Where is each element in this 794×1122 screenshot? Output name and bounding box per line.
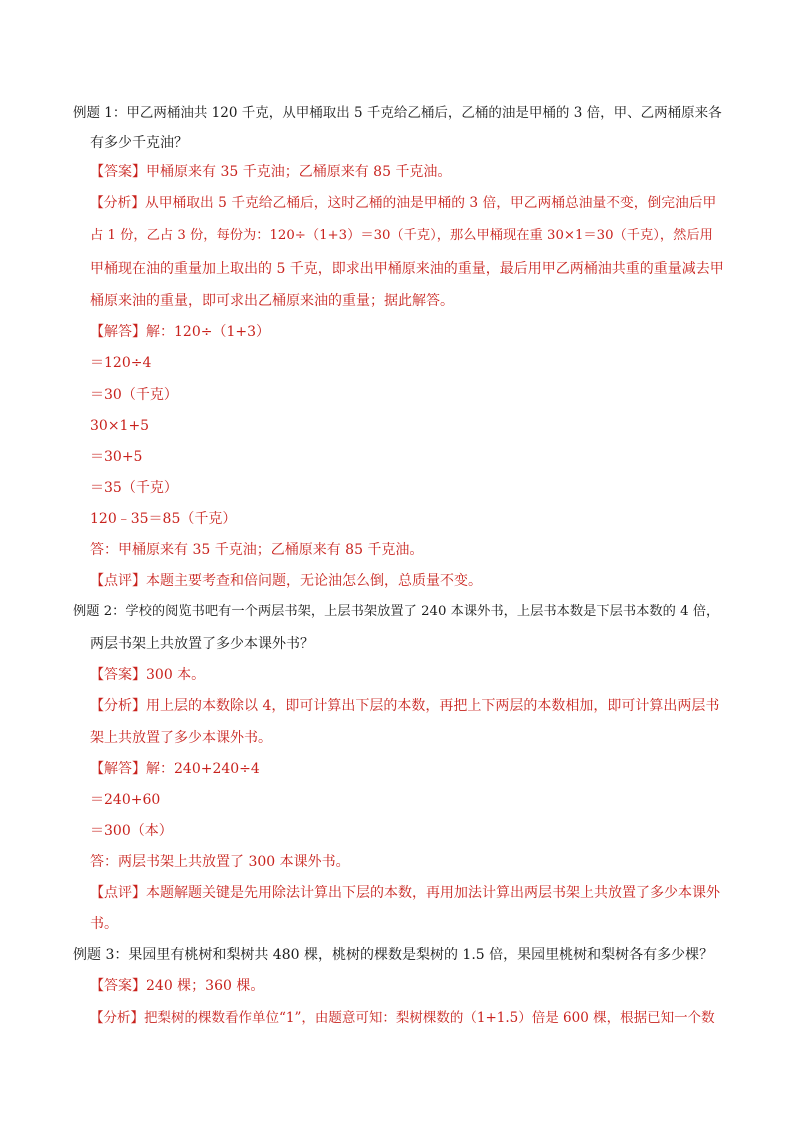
- example-1-solution-line-1: 【解答】解：120÷（1+3）: [90, 324, 270, 340]
- example-1-question-line-1: 例题 1：甲乙两桶油共 120 千克，从甲桶取出 5 千克给乙桶后，乙桶的油是甲桶的 3 倍，甲、乙两桶原来各: [73, 105, 722, 121]
- example-3-analysis-line-1: 【分析】把梨树的棵数看作单位“1”，由题意可知：梨树棵数的（1+1.5）倍是 600 棵，根据已知一个数: [90, 1010, 715, 1026]
- example-2-solution-line-4: 答：两层书架上共放置了 300 本课外书。: [90, 854, 350, 870]
- example-2-analysis-line-2: 架上共放置了多少本课外书。: [90, 730, 272, 746]
- example-2-answer: 【答案】300 本。: [90, 667, 206, 683]
- example-1-solution-line-5: ＝30+5: [90, 449, 143, 465]
- example-2-analysis-line-1: 【分析】用上层的本数除以 4，即可计算出下层的本数，再把上下两层的本数相加，即可计算出两层书: [90, 698, 720, 714]
- example-2-solution-line-1: 【解答】解：240+240÷4: [90, 761, 260, 777]
- example-1-analysis-line-2: 占 1 份，乙占 3 份，每份为：120÷（1+3）＝30（千克），那么甲桶现在重 30×1＝30（千克），然后用: [90, 228, 713, 243]
- example-2-solution-line-2: ＝240+60: [90, 792, 161, 808]
- example-3-question-line-1: 例题 3：果园里有桃树和梨树共 480 棵，桃树的棵数是梨树的 1.5 倍，果园里桃树和梨树各有多少棵？: [73, 947, 714, 963]
- example-1-analysis-line-4: 桶原来油的重量，即可求出乙桶原来油的重量；据此解答。: [90, 293, 454, 309]
- example-2-solution-line-3: ＝300（本）: [90, 823, 173, 839]
- example-1-solution-line-3: ＝30（千克）: [90, 387, 178, 403]
- example-1-solution-line-7: 120﹣35＝85（千克）: [90, 511, 237, 527]
- example-1-comment: 【点评】本题主要考查和倍问题，无论油怎么倒，总质量不变。: [90, 573, 482, 589]
- example-2-question-line-1: 例题 2：学校的阅览书吧有一个两层书架，上层书架放置了 240 本课外书，上层书本数是下层书本数的 4 倍，: [73, 604, 720, 619]
- example-1-solution-line-6: ＝35（千克）: [90, 480, 178, 496]
- example-2-comment-line-2: 书。: [90, 916, 118, 932]
- example-3-answer: 【答案】240 棵；360 棵。: [90, 978, 265, 994]
- example-1-solution-line-4: 30×1+5: [90, 418, 150, 434]
- example-1-solution-line-2: ＝120÷4: [90, 355, 152, 371]
- example-2-comment-line-1: 【点评】本题解题关键是先用除法计算出下层的本数，再用加法计算出两层书架上共放置了多少本课外: [90, 885, 720, 901]
- example-1-analysis-line-1: 【分析】从甲桶取出 5 千克给乙桶后，这时乙桶的油是甲桶的 3 倍，甲乙两桶总油量不变，倒完油后甲: [90, 195, 717, 211]
- example-1-question-line-2: 有多少千克油？: [90, 135, 188, 151]
- example-2-question-line-2: 两层书架上共放置了多少本课外书？: [90, 636, 314, 652]
- example-1-solution-line-8: 答：甲桶原来有 35 千克油；乙桶原来有 85 千克油。: [90, 542, 424, 558]
- example-1-answer: 【答案】甲桶原来有 35 千克油；乙桶原来有 85 千克油。: [90, 164, 452, 180]
- example-1-analysis-line-3: 甲桶现在油的重量加上取出的 5 千克，即求出甲桶原来油的重量，最后用甲乙两桶油共重的重量减去甲: [90, 261, 724, 277]
